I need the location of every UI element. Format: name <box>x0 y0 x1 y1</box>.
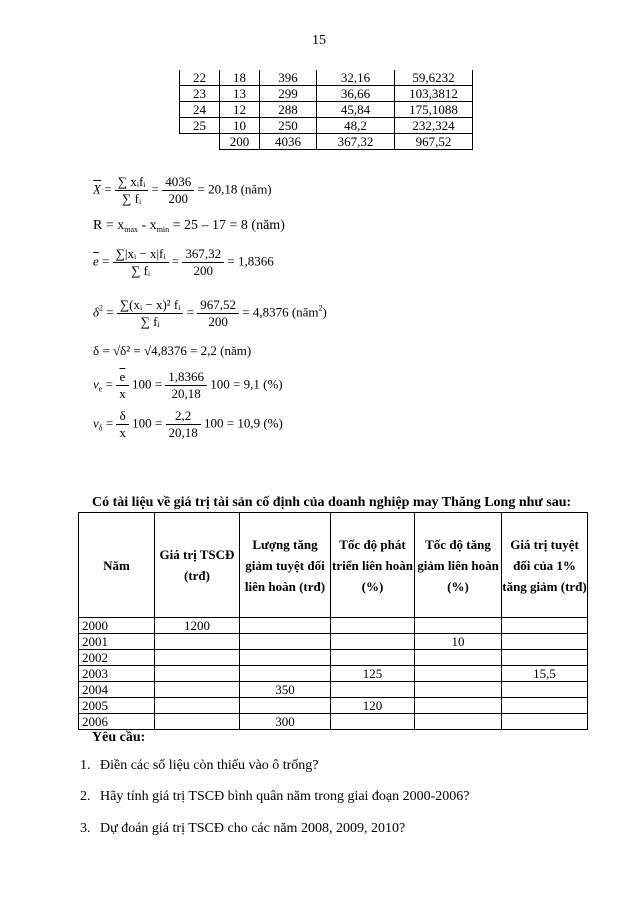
variance-unit-end: ) <box>322 304 327 320</box>
ve-sub: e <box>98 384 103 394</box>
vd-sub: δ <box>98 423 103 433</box>
table-cell <box>331 650 415 666</box>
frequency-table-cell: 23 <box>180 86 220 102</box>
year-cell: 2004 <box>79 682 155 698</box>
table-cell: 300 <box>240 714 331 730</box>
table-row <box>79 682 588 698</box>
table-cell <box>415 618 502 634</box>
question-1-text: Điền các số liệu còn thiếu vào ô trống? <box>100 758 319 773</box>
table-cell <box>415 650 502 666</box>
column-header: Giá trị tuyệt đối của 1% tăng giảm (trđ) <box>502 513 588 618</box>
table-cell: 15,5 <box>502 666 588 682</box>
table-cell <box>240 650 331 666</box>
column-header: Tốc độ phát triển liên hoàn (%) <box>331 513 415 618</box>
table-cell: 120 <box>331 698 415 714</box>
table-cell: 1200 <box>155 618 240 634</box>
frequency-table-row <box>180 102 473 118</box>
column-header: Năm <box>79 513 155 618</box>
vd-numerator-value: 2,2 <box>166 408 201 425</box>
ve-formula: $v_e$ = $\frac{\overline{e}}{x}$ 100 = $\frac{1,8366}{20,18}$ 100 = 9,1 (%) <box>93 369 283 401</box>
frequency-table-cell: 103,3812 <box>395 86 473 102</box>
mad-denominator-value: 200 <box>193 263 213 278</box>
question-3 <box>80 821 405 837</box>
range-lhs: R = x <box>93 218 125 233</box>
table-cell <box>240 666 331 682</box>
frequency-table-cell: 18 <box>220 70 260 86</box>
ve-numerator: $\overline{e}$ <box>116 369 129 386</box>
variance-unit: (năm <box>291 304 319 320</box>
frequency-table-cell: 250 <box>260 118 317 134</box>
table-cell: 10 <box>415 634 502 650</box>
year-cell: 2006 <box>79 714 155 730</box>
ve-denominator: x <box>119 386 126 401</box>
ve-result: 100 = 9,1 (%) <box>210 376 283 392</box>
table-row <box>79 666 588 682</box>
question-2-number: 2. <box>80 789 91 804</box>
mad-denominator: ∑ fᵢ <box>131 263 151 278</box>
column-header: Tốc độ tăng giảm liên hoàn (%) <box>415 513 502 618</box>
table-cell <box>415 714 502 730</box>
frequency-table-cell: 4036 <box>260 134 317 150</box>
mean-result: = 20,18 <box>197 181 238 197</box>
frequency-table-cell: 10 <box>220 118 260 134</box>
table-cell <box>331 682 415 698</box>
frequency-table-row <box>180 118 473 134</box>
year-cell: 2005 <box>79 698 155 714</box>
mean-denominator-value: 200 <box>168 191 188 206</box>
table-cell <box>331 618 415 634</box>
column-header: Lượng tăng giảm tuyệt đối liên hoàn (trđ) <box>240 513 331 618</box>
table-cell <box>502 618 588 634</box>
table-cell <box>331 714 415 730</box>
table-cell <box>240 618 331 634</box>
variance-formula: $\delta^2$ = $\frac{\text{∑(xᵢ − x)² fᵢ}}{\text{∑ fᵢ}}$ = $\frac{967,52}{200}$ = 4,8376 (năm$^2$) <box>93 297 327 329</box>
table-row <box>79 650 588 666</box>
question-3-text: Dự đoán giá trị TSCĐ cho các năm 2008, 2009, 2010? <box>100 821 406 836</box>
table-cell: 125 <box>331 666 415 682</box>
frequency-table-cell: 175,1088 <box>395 102 473 118</box>
table-cell <box>502 634 588 650</box>
column-header: Giá trị TSCĐ (trđ) <box>155 513 240 618</box>
frequency-table-row <box>180 70 473 86</box>
table-cell <box>502 714 588 730</box>
table-cell <box>415 682 502 698</box>
frequency-table-cell: 36,66 <box>317 86 395 102</box>
table-cell <box>240 698 331 714</box>
mean-numerator-value: 4036 <box>162 174 194 191</box>
ve-numerator-value: 1,8366 <box>165 369 207 386</box>
range-formula <box>93 218 285 234</box>
table-row <box>79 618 588 634</box>
table-cell <box>331 634 415 650</box>
frequency-table-cell <box>180 134 220 150</box>
mean-denominator: ∑ fᵢ <box>122 191 142 206</box>
question-2-text: Hãy tính giá trị TSCĐ bình quân năm trong giai đoạn 2000-2006? <box>100 789 470 804</box>
vd-denominator-value: 20,18 <box>168 425 198 440</box>
frequency-table-cell: 288 <box>260 102 317 118</box>
mad-result: = 1,8366 <box>227 253 274 269</box>
std-unit: (năm) <box>220 343 252 358</box>
frequency-table-cell: 232,324 <box>395 118 473 134</box>
table-cell <box>155 714 240 730</box>
question-2 <box>80 789 470 805</box>
vd-result: 100 = 10,9 (%) <box>204 415 283 431</box>
table-cell <box>155 682 240 698</box>
section-heading: Có tài liệu về giá trị tài sản cố định của doanh nghiệp may Thăng Long như sau: <box>92 495 572 510</box>
ve-symbol: v <box>93 376 99 392</box>
variance-numerator: ∑(xᵢ − x)² fᵢ <box>117 297 184 314</box>
frequency-table-row <box>180 134 473 150</box>
year-cell: 2002 <box>79 650 155 666</box>
table-cell <box>155 698 240 714</box>
mean-numerator: ∑ xᵢfᵢ <box>115 174 149 191</box>
frequency-table-cell: 967,52 <box>395 134 473 150</box>
frequency-table-cell: 367,32 <box>317 134 395 150</box>
mad-numerator: ∑|xᵢ − x|fᵢ <box>113 246 169 263</box>
ve-denominator-value: 20,18 <box>171 386 201 401</box>
question-3-number: 3. <box>80 821 91 836</box>
frequency-table-row <box>180 86 473 102</box>
range-minus: - x <box>138 218 157 233</box>
variance-result: = 4,8376 <box>242 304 289 320</box>
frequency-table-cell: 396 <box>260 70 317 86</box>
frequency-table-cell: 25 <box>180 118 220 134</box>
year-cell: 2001 <box>79 634 155 650</box>
mad-formula: $\overline{e}$ = $\frac{\text{∑|xᵢ − x|fᵢ}}{\text{∑ fᵢ}}$ = $\frac{367,32}{200}$ = 1,8366 <box>93 246 274 278</box>
question-1-number: 1. <box>80 758 91 773</box>
range-max-sub: max <box>124 225 139 234</box>
frequency-table-cell: 24 <box>180 102 220 118</box>
vd-formula: $v_\delta$ = $\frac{\delta}{x}$ 100 = $\frac{2,2}{20,18}$ 100 = 10,9 (%) <box>93 408 283 440</box>
table-row <box>79 698 588 714</box>
table-cell <box>155 666 240 682</box>
frequency-table-cell: 299 <box>260 86 317 102</box>
range-min-sub: min <box>156 225 170 234</box>
vd-numerator: δ <box>116 408 129 425</box>
table-cell <box>415 698 502 714</box>
question-1 <box>80 758 318 774</box>
table-cell <box>155 650 240 666</box>
year-cell: 2000 <box>79 618 155 634</box>
mean-symbol: $\overline{X}$ <box>93 181 101 197</box>
std-expression: δ = √δ² = √4,8376 = 2,2 <box>93 343 217 358</box>
table-cell <box>502 650 588 666</box>
year-cell: 2003 <box>79 666 155 682</box>
frequency-table-cell: 45,84 <box>317 102 395 118</box>
table-cell <box>502 682 588 698</box>
vd-symbol: v <box>93 415 99 431</box>
fixed-assets-table <box>78 512 588 730</box>
frequency-table-cell: 12 <box>220 102 260 118</box>
table-cell <box>502 698 588 714</box>
ve-mid: 100 = <box>131 376 163 392</box>
table-cell: 350 <box>240 682 331 698</box>
frequency-table-cell: 13 <box>220 86 260 102</box>
mad-symbol: $\overline{e}$ <box>93 253 99 269</box>
variance-denominator: ∑ fᵢ <box>140 314 160 329</box>
mean-unit: (năm) <box>240 181 272 197</box>
mean-formula: $\overline{X}$ = $\frac{\text{∑ xᵢfᵢ}}{\text{∑ fᵢ}}$ = $\frac{4036}{200}$ = 20,18 (năm) <box>93 174 272 206</box>
frequency-table-cell: 22 <box>180 70 220 86</box>
variance-denominator-value: 200 <box>208 314 228 329</box>
vd-denominator: x <box>119 425 126 440</box>
frequency-table <box>179 70 473 150</box>
page-number: 15 <box>312 33 326 48</box>
frequency-table-cell: 48,2 <box>317 118 395 134</box>
mad-numerator-value: 367,32 <box>182 246 224 263</box>
frequency-table-cell: 59,6232 <box>395 70 473 86</box>
table-cell <box>240 634 331 650</box>
frequency-table-cell: 32,16 <box>317 70 395 86</box>
variance-symbol: δ <box>93 304 100 320</box>
variance-numerator-value: 967,52 <box>197 297 239 314</box>
variance-unit-sup: 2 <box>318 303 323 313</box>
frequency-table-cell: 200 <box>220 134 260 150</box>
range-result: = 25 – 17 = 8 (năm) <box>169 218 285 233</box>
table-cell <box>155 634 240 650</box>
std-formula <box>93 343 251 359</box>
table-row <box>79 634 588 650</box>
table-cell <box>415 666 502 682</box>
vd-mid: 100 = <box>132 415 163 431</box>
requirements-title: Yêu cầu: <box>92 730 146 745</box>
table-row <box>79 714 588 730</box>
